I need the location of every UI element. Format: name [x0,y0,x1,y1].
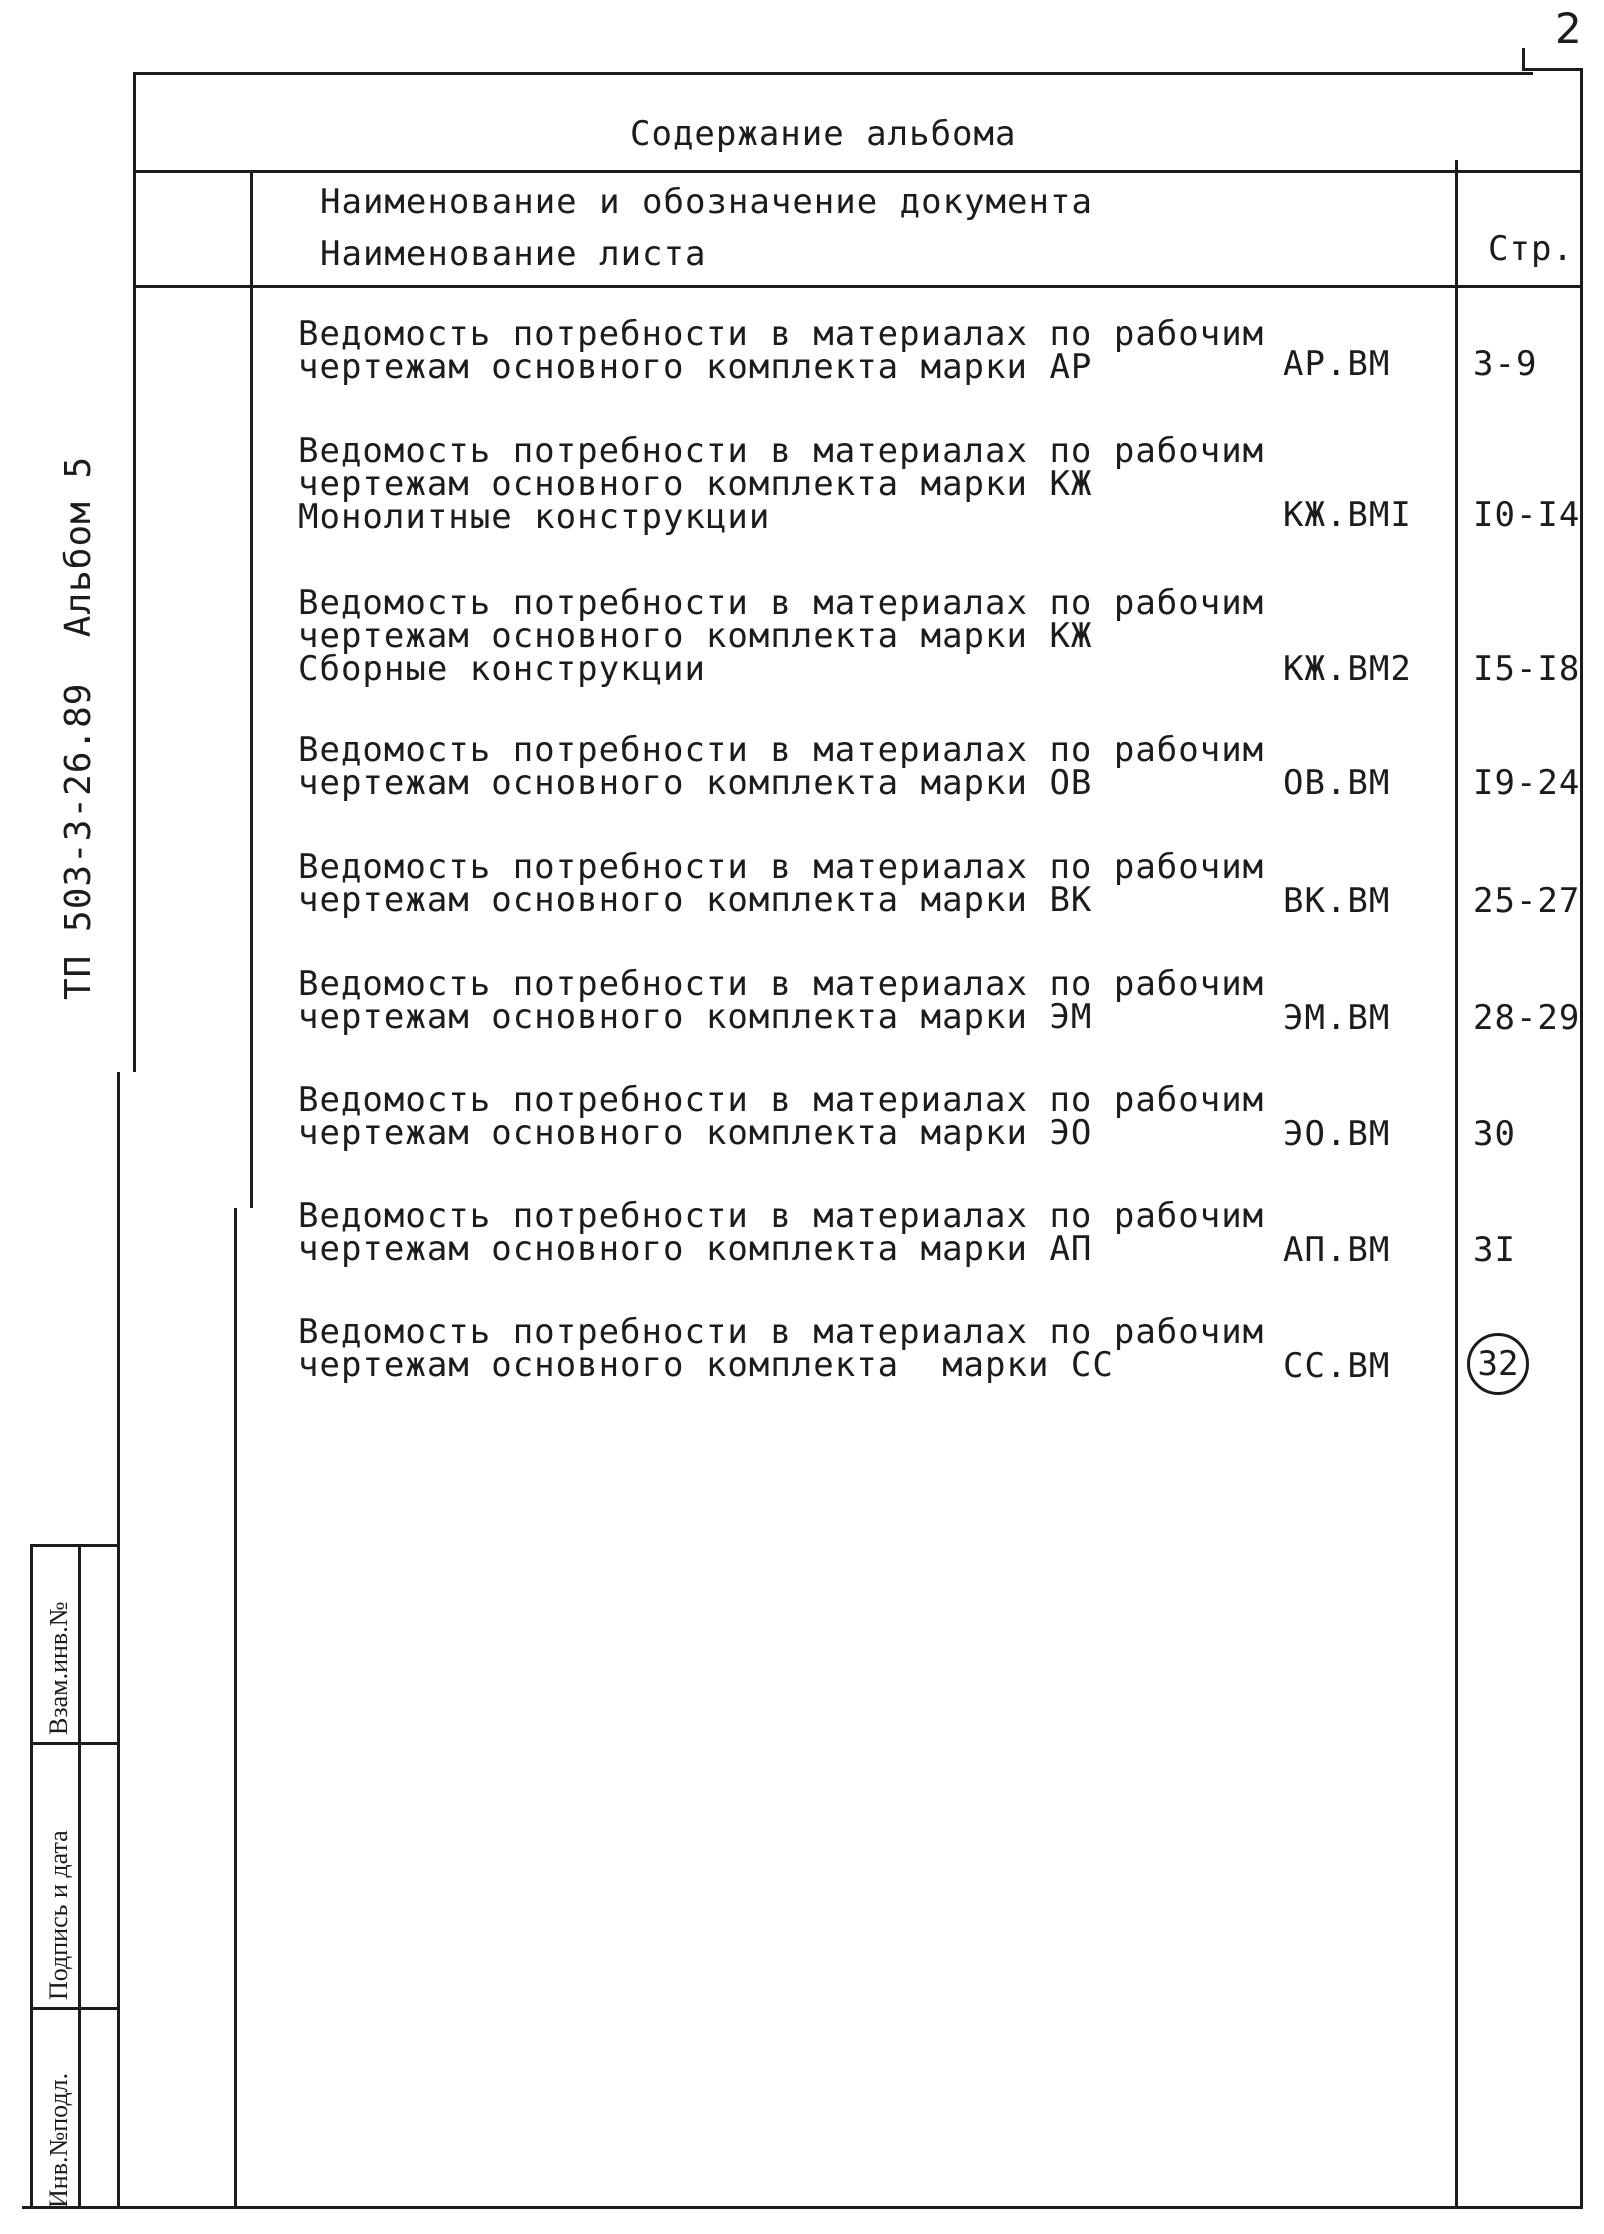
entry-line-1: Ведомость потребности в материалах по рабочим [298,730,1265,770]
entry-pages: 3I [1473,1230,1516,1270]
entry-line-2: чертежам основного комплекта марки СС [298,1345,1114,1385]
title-divider [133,170,1583,173]
header-divider [133,285,1583,288]
entry-pages: 3-9 [1473,344,1538,384]
entry-line-2: чертежам основного комплекта марки ЭМ [298,997,1093,1037]
stamp-box-top [30,1544,120,1547]
column-divider-left-lower [234,1208,237,2208]
entry-code: КЖ.ВМ2 [1283,649,1412,689]
entry-code: АР.ВМ [1283,344,1391,384]
entry-line-2: чертежам основного комплекта марки АП [298,1229,1093,1269]
frame-left-lower [117,1072,120,2208]
entry-line-1: Ведомость потребности в материалах по рабочим [298,964,1265,1004]
entry-line-2: чертежам основного комплекта марки ЭО [298,1113,1093,1153]
stamp-col-divider [78,1544,81,2209]
frame-top-left [133,72,1533,75]
entry-pages: 28-29 [1473,998,1581,1038]
header-sheet-name: Наименование листа [320,234,707,274]
entry-pages: I9-24 [1473,763,1581,803]
column-divider-left [250,170,253,1208]
entry-line-1: Ведомость потребности в материалах по рабочим [298,1196,1265,1236]
entry-line-3: Сборные конструкции [298,649,706,689]
stamp-row-divider-2 [30,2007,120,2010]
entry-code: ВК.ВМ [1283,881,1391,921]
entry-line-2: чертежам основного комплекта марки КЖ [298,464,1093,504]
entry-pages: I0-I4 [1473,495,1581,535]
side-title: ТП 503-3-26.89 Альбом 5 [58,455,99,1000]
stamp-inv-vzam: Взам.инв.№ [44,1601,73,1735]
entry-code: СС.ВМ [1283,1346,1391,1386]
entry-line-2: чертежам основного комплекта марки КЖ [298,616,1093,656]
entry-pages: 25-27 [1473,881,1581,921]
column-divider-pages [1455,160,1458,2208]
entry-line-1: Ведомость потребности в материалах по рабочим [298,583,1265,623]
entry-line-3: Монолитные конструкции [298,497,771,537]
entry-line-1: Ведомость потребности в материалах по рабочим [298,314,1265,354]
page-number: 2 [1555,4,1583,53]
entry-code: АП.ВМ [1283,1230,1391,1270]
entry-code: ОВ.ВМ [1283,763,1391,803]
frame-left [133,72,136,1072]
album-title: Содержание альбома [630,114,1017,154]
entry-line-1: Ведомость потребности в материалах по рабочим [298,1080,1265,1120]
entry-pages: I5-I8 [1473,649,1581,689]
entry-line-2: чертежам основного комплекта марки ОВ [298,763,1093,803]
header-document-name: Наименование и обозначение документа [320,182,1093,222]
entry-pages: 30 [1473,1114,1516,1154]
entry-line-1: Ведомость потребности в материалах по рабочим [298,1312,1265,1352]
header-page-column: Стр. [1488,229,1574,269]
entry-code: КЖ.ВМI [1283,495,1412,535]
frame-top-tick [1522,48,1525,70]
entry-pages-circled: 32 [1467,1333,1529,1395]
stamp-row-divider-1 [30,1742,120,1745]
entry-line-1: Ведомость потребности в материалах по рабочим [298,431,1265,471]
stamp-inv-orig: Инв.№подл. [44,2072,73,2208]
frame-bottom [22,2206,1583,2209]
entry-line-2: чертежам основного комплекта марки АР [298,347,1093,387]
stamp-box-left [30,1544,33,2209]
entry-line-1: Ведомость потребности в материалах по рабочим [298,847,1265,887]
entry-line-2: чертежам основного комплекта марки ВК [298,880,1093,920]
entry-code: ЭО.ВМ [1283,1114,1391,1154]
frame-top-right [1522,68,1580,71]
entry-code: ЭМ.ВМ [1283,998,1391,1038]
frame-right [1580,68,1583,2206]
stamp-sign-date: Подпись и дата [44,1830,73,2000]
